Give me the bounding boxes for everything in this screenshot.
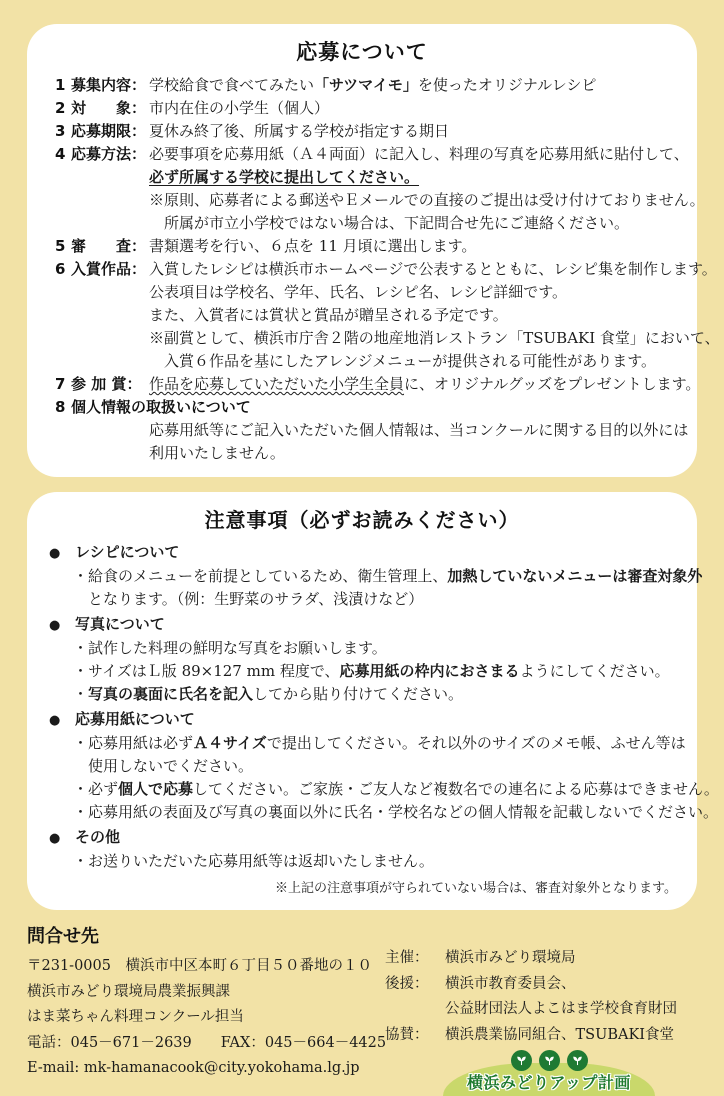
text-run: ※副賞として、横浜市庁舎２階の地産地消レストラン「TSUBAKI 食堂」において、 — [149, 329, 720, 347]
text-run: 応募用紙の枠内におさまる — [339, 662, 520, 680]
item-content — [149, 120, 681, 143]
text-run: ・試作した料理の鮮明な写真をお願いします。 — [73, 639, 387, 657]
item-number: 5 — [55, 237, 66, 255]
item-line — [149, 327, 720, 350]
contact-line: 横浜市みどり環境局農業振興課 — [27, 983, 230, 1000]
note-group-heading — [43, 826, 681, 850]
midori-up-logo — [443, 1050, 655, 1096]
item-content — [149, 258, 720, 373]
notes-title: 注意事項（必ずお読みください） — [204, 508, 520, 532]
item-label: 参 加 賞： — [71, 375, 142, 393]
note-group-title: 応募用紙について — [75, 710, 195, 728]
note-line — [73, 683, 681, 706]
item-line — [149, 74, 681, 97]
item-line — [149, 235, 681, 258]
item-label: 個人情報の取扱いについて — [71, 398, 251, 416]
item-label: 募集内容： — [71, 76, 147, 94]
organizer-block — [385, 922, 697, 1096]
item-line — [149, 442, 681, 465]
notes-section — [27, 492, 719, 910]
item-number: 1 — [55, 76, 66, 94]
note-line — [88, 755, 681, 778]
item-line — [149, 120, 681, 143]
text-run: ・応募用紙の表面及び写真の裏面以外に氏名・学校名などの個人情報を記載しないでください。 — [73, 803, 719, 821]
item-number: 3 — [55, 122, 66, 140]
text-run: 応募用紙等にご記入いただいた個人情報は、当コンクールに関する目的以外には — [149, 421, 689, 439]
logo-plant-icon — [539, 1050, 560, 1071]
organizer-value: 公益財団法人よこはま学校食育財団 — [445, 1001, 677, 1017]
text-run: ※原則、応募者による郵送やＥメールでの直接のご提出は受け付けておりません。 — [149, 191, 705, 209]
note-group-title: 写真について — [75, 615, 165, 633]
text-run: 個人で応募 — [118, 780, 194, 798]
note-line — [73, 637, 681, 660]
item-label: 応募方法： — [71, 145, 147, 163]
text-run: 夏休み終了後、所属する学校が指定する期日 — [149, 122, 450, 140]
item-line — [149, 304, 681, 327]
notes-footnote: ※上記の注意事項が守られていない場合は、審査対象外となります。 — [275, 881, 677, 896]
item-line — [149, 189, 705, 212]
application-items — [43, 74, 720, 465]
item-line — [149, 258, 717, 281]
text-run: で提出してください。それ以外のサイズのメモ帳、ふせん等は — [266, 734, 686, 752]
item-line — [149, 281, 681, 304]
item-label: 審 査： — [71, 237, 147, 255]
organizer-row — [385, 946, 697, 972]
item-line — [164, 212, 681, 235]
item-line — [149, 97, 681, 120]
text-run: 市内在住の小学生（個人） — [149, 99, 330, 117]
organizer-row — [385, 997, 697, 1023]
footer — [0, 910, 724, 1096]
text-run: 利用いたしません。 — [149, 444, 285, 462]
item-line — [149, 373, 701, 396]
text-run: 写真の裏面に氏名を記入 — [88, 685, 254, 703]
item-line — [149, 143, 689, 166]
text-run: ようにしてください。 — [519, 662, 670, 680]
item-content — [149, 74, 681, 97]
note-line — [73, 660, 681, 683]
item-label: 対 象： — [71, 99, 147, 117]
application-item — [43, 235, 681, 258]
organizer-row — [385, 972, 697, 998]
text-run: 入賞６作品を基にしたアレンジメニューが提供される可能性があります。 — [164, 352, 657, 370]
item-number: 7 — [55, 375, 66, 393]
note-line — [73, 801, 719, 824]
application-item — [43, 97, 681, 120]
organizer-row — [385, 1023, 697, 1049]
application-item — [43, 373, 701, 396]
contact-block — [27, 922, 385, 1096]
organizer-value: 横浜市みどり環境局 — [445, 950, 576, 966]
text-run: してから貼り付けてください。 — [253, 685, 464, 703]
text-run: 必要事項を応募用紙（Ａ４両面）に記入し、料理の写真を応募用紙に貼付して、 — [149, 145, 689, 163]
text-run: ・ — [73, 685, 89, 703]
text-run: してください。ご家族・ご友人など複数名での連名による応募はできません。 — [193, 780, 719, 798]
organizer-label: 後援： — [385, 975, 429, 992]
text-run: 公表項目は学校名、学年、氏名、レシピ名、レシピ詳細です。 — [149, 283, 568, 301]
item-number: 8 — [55, 398, 66, 416]
note-group — [43, 613, 681, 706]
text-run: 入賞したレシピは横浜市ホームページで公表するとともに、レシピ集を制作します。 — [149, 260, 717, 278]
bullet-dot-icon: ● — [49, 831, 61, 846]
text-run: ・お送りいただいた応募用紙等は返却いたしません。 — [73, 852, 434, 870]
contact-line: 電話：045－671－2639 FAX：045－664－4425 — [27, 1034, 387, 1051]
application-section — [27, 24, 720, 477]
item-content — [149, 97, 681, 120]
item-number: 2 — [55, 99, 66, 117]
text-run: 「サツマイモ」 — [314, 76, 418, 94]
application-item — [43, 120, 681, 143]
note-group-title: その他 — [75, 828, 121, 846]
item-line — [149, 419, 689, 442]
note-group — [43, 826, 681, 873]
notes-groups — [43, 541, 719, 873]
organizer-label: 協賛： — [385, 1026, 429, 1043]
note-group-heading — [43, 541, 681, 565]
contact-line: はま菜ちゃん料理コンクール担当 — [27, 1009, 244, 1025]
contact-line: E-mail: mk-hamanacook@city.yokohama.lg.jp — [27, 1060, 360, 1076]
item-number: 6 — [55, 260, 66, 278]
item-content — [149, 373, 701, 396]
note-line — [73, 850, 681, 873]
bullet-dot-icon: ● — [49, 546, 61, 561]
text-run: 必ず所属する学校に提出してください。 — [149, 168, 420, 186]
text-run: ・応募用紙は必ず — [73, 734, 194, 752]
note-group-heading — [43, 613, 681, 637]
text-run: 加熱していないメニューは審査対象外 — [447, 567, 703, 585]
application-title: 応募について — [296, 40, 428, 64]
text-run: 学校給食で食べてみたい — [149, 76, 315, 94]
text-run: 所属が市立小学校ではない場合は、下記問合せ先にご連絡ください。 — [164, 214, 630, 232]
note-line — [73, 732, 686, 755]
item-content — [149, 143, 705, 235]
item-label: 入賞作品： — [71, 260, 147, 278]
text-run: 書類選考を行い、６点を 11 月頃に選出します。 — [149, 237, 477, 255]
application-item — [43, 258, 720, 373]
text-run: ・必ず — [73, 780, 119, 798]
item-number: 4 — [55, 145, 66, 163]
text-run: に、オリジナルグッズをプレゼントします。 — [404, 375, 701, 393]
logo-plant-icon — [511, 1050, 532, 1071]
application-item — [43, 143, 705, 235]
text-run: また、入賞者には賞状と賞品が贈呈される予定です。 — [149, 306, 508, 324]
note-group-title: レシピについて — [75, 543, 180, 561]
note-group — [43, 541, 703, 611]
item-label: 応募期限： — [71, 122, 147, 140]
note-line — [73, 778, 719, 801]
application-item — [43, 396, 689, 465]
text-run: Ａ４サイズ — [193, 734, 267, 752]
bullet-dot-icon: ● — [49, 713, 61, 728]
item-content — [149, 419, 689, 465]
logo-plant-icon — [567, 1050, 588, 1071]
application-item — [43, 74, 681, 97]
organizer-lines — [385, 946, 697, 1048]
text-run: ・サイズはＬ版 89×127 mm 程度で、 — [73, 662, 340, 680]
note-line — [88, 588, 681, 611]
contact-lines — [27, 954, 385, 1082]
text-run: を使ったオリジナルレシピ — [417, 76, 597, 94]
logo-plant-icons — [443, 1050, 655, 1071]
text-run: 使用しないでください。 — [88, 757, 254, 775]
organizer-value: 横浜市教育委員会、 — [445, 975, 576, 992]
text-run: となります。（例：生野菜のサラダ、浅漬けなど） — [88, 590, 424, 608]
contact-line: 〒231-0005 横浜市中区本町６丁目５０番地の１０ — [27, 958, 372, 974]
note-group — [43, 708, 719, 824]
note-line — [73, 565, 703, 588]
contact-heading: 問合せ先 — [27, 926, 99, 947]
organizer-value: 横浜農業協同組合、TSUBAKI食堂 — [445, 1026, 675, 1043]
text-run: ・給食のメニューを前提としているため、衛生管理上、 — [73, 567, 448, 585]
item-line — [149, 166, 681, 189]
logo-text: 横浜みどりアップ計画 — [467, 1073, 631, 1092]
note-group-heading — [43, 708, 681, 732]
organizer-label: 主催： — [385, 950, 429, 966]
item-content — [149, 235, 681, 258]
text-run: 作品を応募していただいた小学生全員 — [149, 375, 405, 393]
page — [0, 24, 724, 1096]
item-line — [164, 350, 681, 373]
bullet-dot-icon: ● — [49, 618, 61, 633]
